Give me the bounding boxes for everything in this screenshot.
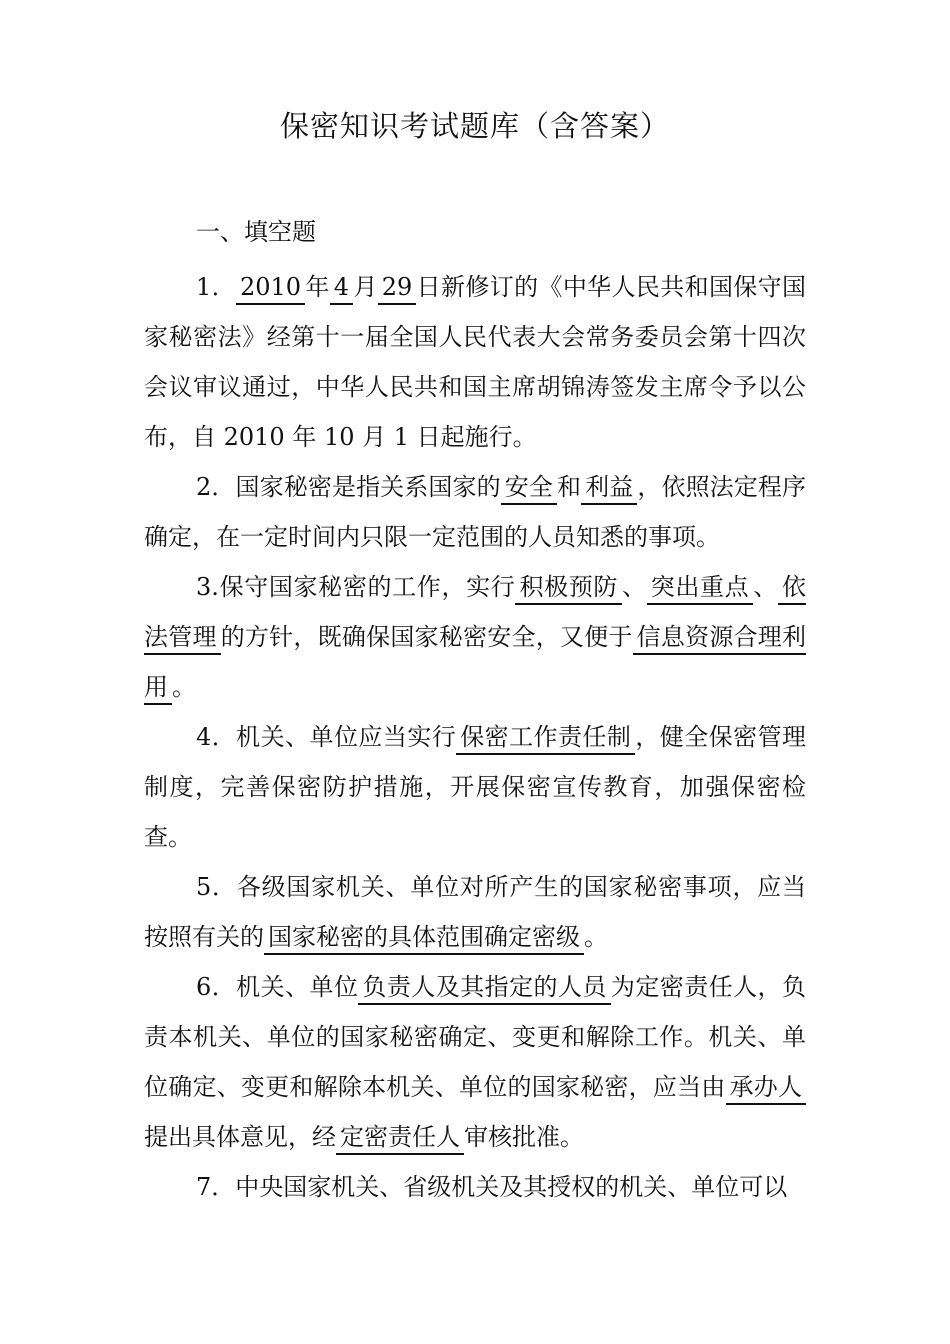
answer-blank: 信息资源合理利用 (144, 623, 806, 705)
answer-blank: 承办人 (726, 1073, 806, 1105)
question-text: 的方针，既确保国家秘密安全，又便于 (220, 623, 633, 651)
question-number: 7． (196, 1173, 236, 1201)
question-number: 6． (196, 973, 237, 1001)
document-body (144, 262, 806, 1212)
question-text: 。 (584, 923, 608, 951)
question-text: 中央国家机关、省级机关及其授权的机关、单位可以 (235, 1173, 788, 1201)
answer-blank: 定密责任人 (336, 1123, 464, 1155)
question-1 (144, 262, 806, 462)
question-text: 、 (753, 573, 778, 601)
answer-blank: 突出重点 (647, 573, 754, 605)
answer-blank: 安全 (501, 473, 557, 505)
answer-blank: 2010 (236, 273, 305, 305)
question-text: 机关、单位应当实行 (236, 723, 457, 751)
question-number: 1． (196, 273, 236, 301)
answer-blank: 4 (330, 273, 353, 305)
question-text: 审核批准。 (464, 1123, 584, 1151)
question-text: ，健全保密管理制度，完善保密防护措施，开展保密宣传教育，加强保密检查。 (144, 723, 807, 851)
question-5 (144, 862, 806, 962)
question-number: 2． (196, 473, 236, 501)
section-heading: 一、填空题 (196, 218, 316, 246)
question-text: 、 (622, 573, 647, 601)
question-text: 国家秘密是指关系国家的 (235, 473, 501, 501)
answer-blank: 国家秘密的具体范围确定密级 (264, 923, 584, 955)
question-3 (144, 562, 806, 712)
answer-blank: 依法管理 (144, 573, 806, 655)
question-text: 保守国家秘密的工作，实行 (218, 573, 516, 601)
question-6 (144, 962, 806, 1162)
question-7 (144, 1162, 806, 1212)
question-text: 提出具体意见，经 (144, 1123, 336, 1151)
question-number: 3. (196, 573, 219, 601)
question-number: 4． (196, 723, 237, 751)
answer-blank: 29 (378, 273, 417, 305)
question-text: 机关、单位 (236, 973, 359, 1001)
question-text: 。 (172, 673, 196, 701)
question-number: 5． (196, 873, 237, 901)
question-text: 日新修订的《中华人民共和国保守国家秘密法》经第十一届全国人民代表大会常务委员会第十四次会议审议通过，中华人民共和国主席胡锦涛签发主席令予以公布，自 2010 年 10 月 1 日起施行。 (144, 273, 807, 451)
answer-blank: 利益 (581, 473, 637, 505)
answer-blank: 积极预防 (515, 573, 622, 605)
question-2 (144, 462, 806, 562)
question-text: 为定密责任人，负责本机关、单位的国家秘密确定、变更和解除工作。机关、单位确定、变更和解除本机关、单位的国家秘密，应当由 (144, 973, 807, 1101)
question-4 (144, 712, 806, 862)
question-text: 和 (556, 473, 582, 501)
question-text: 月 (353, 273, 378, 301)
answer-blank: 保密工作责任制 (456, 723, 635, 755)
question-text: ，依照法定程序确定，在一定时间内只限一定范围的人员知悉的事项。 (144, 473, 807, 551)
answer-blank: 负责人及其指定的人员 (358, 973, 610, 1005)
question-text: 各级国家机关、单位对所产生的国家秘密事项，应当按照有关的 (144, 873, 807, 951)
document-title: 保密知识考试题库（含答案） (279, 109, 670, 143)
question-text: 年 (305, 273, 330, 301)
